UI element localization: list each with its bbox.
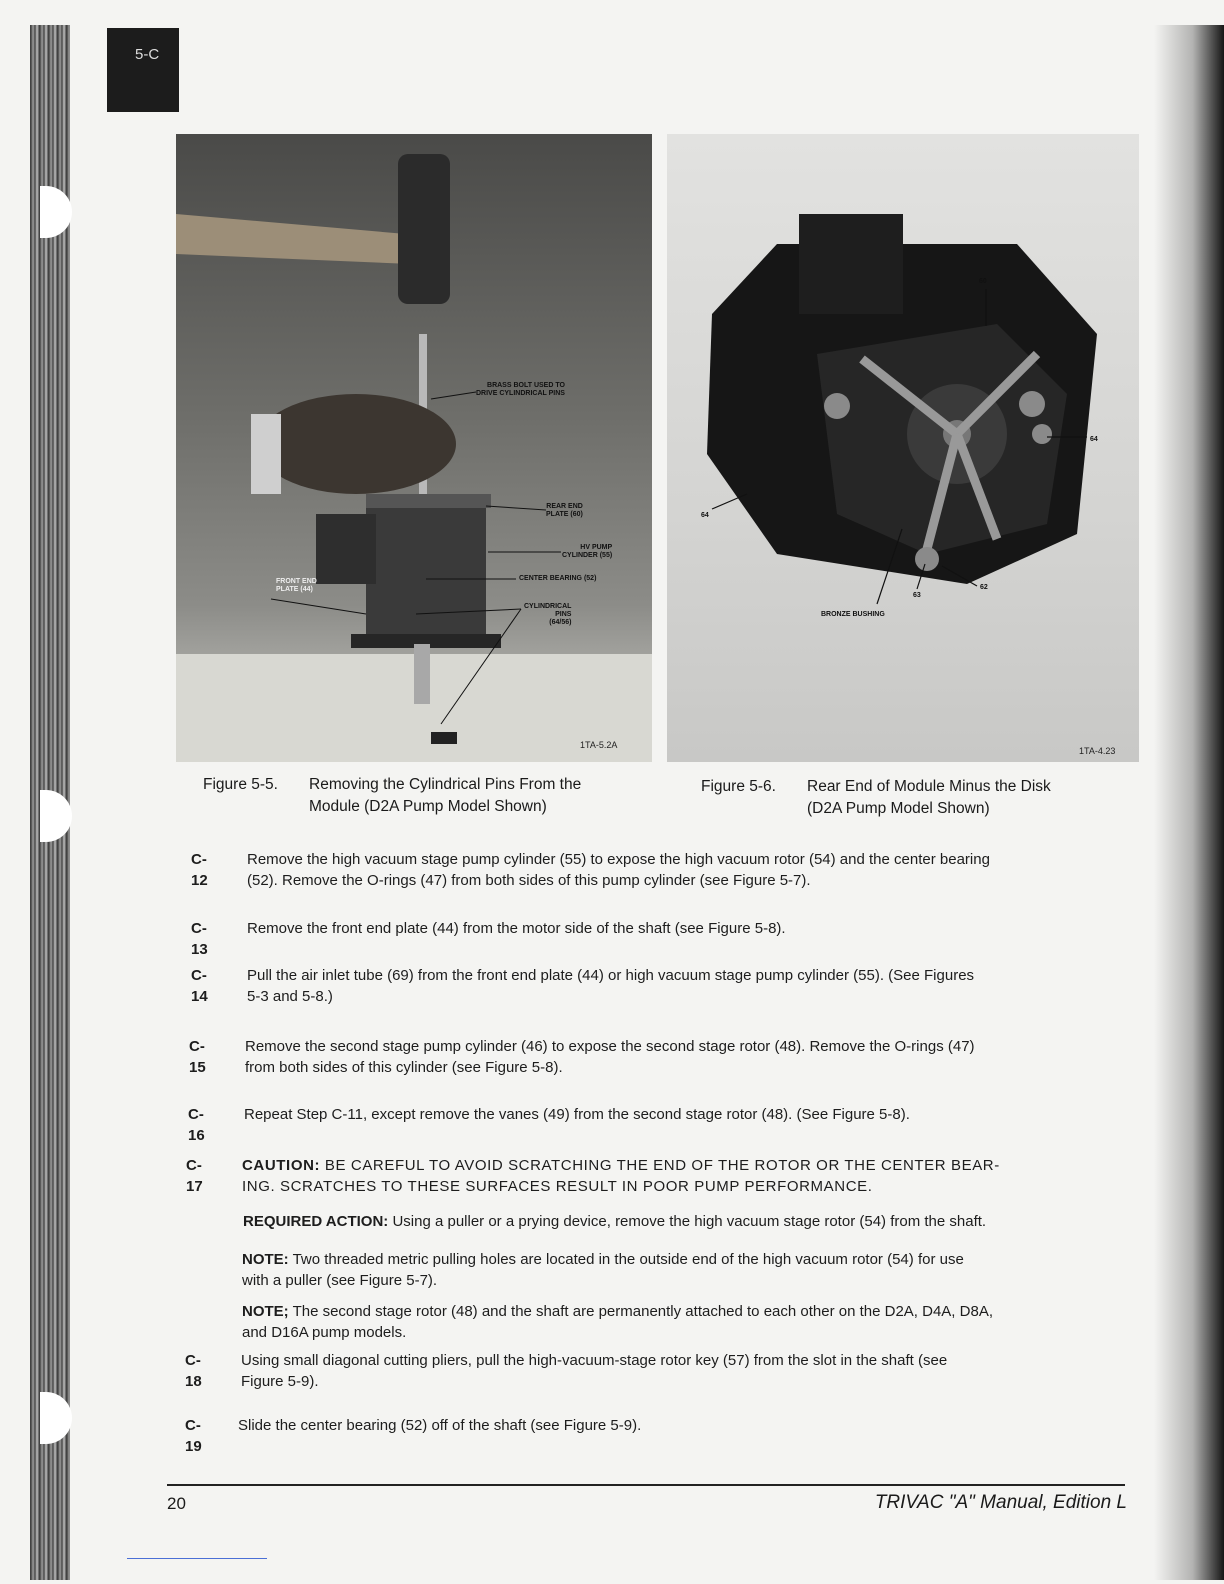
manual-title: TRIVAC "A" Manual, Edition L	[874, 1492, 1127, 1513]
step-label: C-14	[191, 967, 208, 1005]
caption-line: Removing the Cylindrical Pins From the	[309, 776, 582, 793]
label-bronze-bushing: BRONZE BUSHING	[821, 611, 885, 618]
photo-id: 1TA-5.2A	[580, 740, 618, 750]
caption-line: (D2A Pump Model Shown)	[807, 800, 990, 817]
required-action: REQUIRED ACTION: Using a puller or a prying device, remove the high vacuum stage rotor (54) from the shaft.	[243, 1213, 987, 1230]
figure-number: Figure 5-6.	[701, 778, 776, 795]
caption-line: Module (D2A Pump Model Shown)	[309, 798, 547, 815]
figure-5-5-caption	[203, 774, 663, 820]
label-hv-pump-cylinder: HV PUMP CYLINDER (55)	[562, 544, 613, 559]
note-2: NOTE; The second stage rotor (48) and the shaft are permanently attached to each other on the D2A, D4A, D8A, and D16A pump models.	[242, 1303, 993, 1341]
label-center-bearing: CENTER BEARING (52)	[519, 575, 597, 582]
figure-5-5-illustration	[176, 134, 652, 762]
label-64-right: 64	[1090, 436, 1098, 443]
label-brass-bolt: BRASS BOLT USED TO DRIVE CYLINDRICAL PINS	[476, 382, 565, 397]
label-63: 63	[913, 592, 921, 599]
required-action-label: REQUIRED ACTION:	[243, 1213, 389, 1230]
label-60: 60	[979, 278, 987, 285]
note-label: NOTE;	[242, 1303, 289, 1320]
caution-label: CAUTION:	[242, 1157, 321, 1174]
step-label: C-12	[191, 851, 208, 889]
label-62: 62	[980, 584, 988, 591]
figure-5-6-photo	[667, 134, 1139, 762]
footer-rule	[167, 1484, 1125, 1486]
page-number: 20	[167, 1494, 186, 1513]
label-front-end-plate: FRONT END PLATE (44)	[276, 578, 317, 593]
photo-id: 1TA-4.23	[1079, 746, 1116, 756]
step-label: C-15	[189, 1038, 206, 1076]
caption-line: Rear End of Module Minus the Disk	[807, 778, 1051, 795]
note-1: NOTE: Two threaded metric pulling holes are located in the outside end of the high vacuum rotor (54) for use with a puller (see Figure 5-7).	[242, 1251, 964, 1289]
figure-5-6-illustration	[667, 134, 1139, 762]
step-label: C-18	[185, 1352, 202, 1390]
step-label: C-13	[191, 920, 208, 958]
step-label: C-17	[186, 1157, 203, 1195]
link-underline	[127, 1558, 267, 1559]
step-label: C-19	[185, 1417, 202, 1455]
section-tab: 5-C	[107, 28, 179, 112]
label-64-left: 64	[701, 512, 709, 519]
figure-5-6-caption	[701, 776, 1121, 822]
step-label: C-16	[188, 1106, 205, 1144]
figure-number: Figure 5-5.	[203, 776, 278, 793]
scan-shadow	[1154, 25, 1224, 1580]
label-rear-end-plate: REAR END PLATE (60)	[546, 503, 583, 518]
label-cylindrical-pins: CYLINDRICAL PINS (64/56)	[524, 603, 572, 626]
figure-5-5-photo	[176, 134, 652, 762]
note-label: NOTE:	[242, 1251, 289, 1268]
